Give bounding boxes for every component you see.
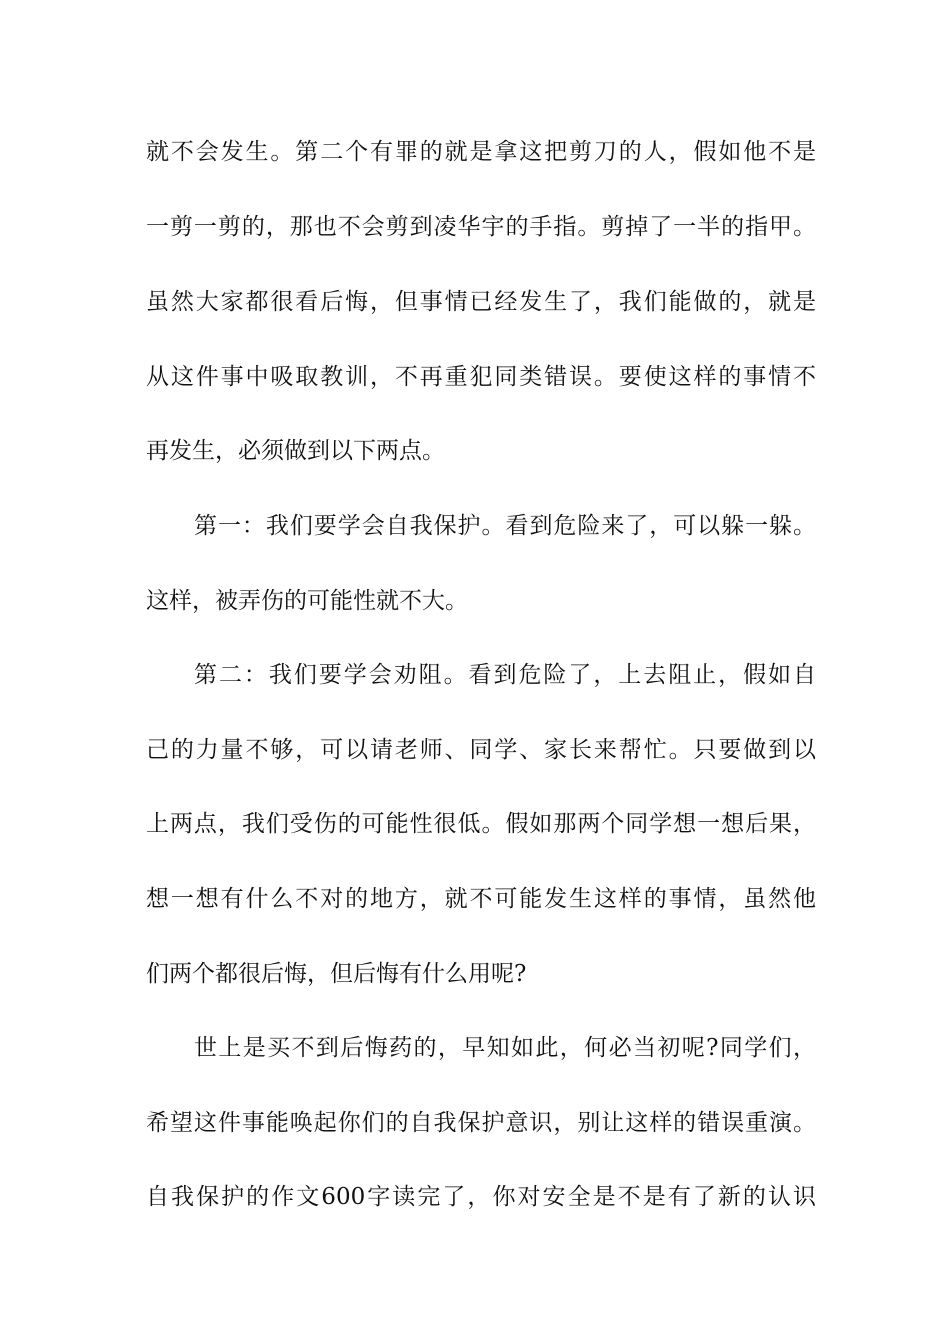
text-line: 想一想有什么不对的地方，就不可能发生这样的事情，虽然他: [146, 886, 816, 912]
text-line: 就不会发生。第二个有罪的就是拿这把剪刀的人，假如他不是: [146, 139, 816, 165]
text-line: 自我保护的作文600字读完了，你对安全是不是有了新的认识: [146, 1184, 816, 1210]
text-line: 虽然大家都很看后悔，但事情已经发生了，我们能做的，就是: [146, 289, 816, 315]
text-line: 上两点，我们受伤的可能性很低。假如那两个同学想一想后果，: [146, 811, 816, 837]
text-line: 从这件事中吸取教训，不再重犯同类错误。要使这样的事情不: [146, 364, 816, 390]
text-line: 这样，被弄伤的可能性就不大。: [146, 588, 468, 614]
paragraph-first-line: 第一：我们要学会自我保护。看到危险来了，可以躲一躲。: [194, 513, 816, 539]
text-line: 希望这件事能唤起你们的自我保护意识，别让这样的错误重演。: [146, 1110, 816, 1136]
paragraph-first-line: 世上是买不到后悔药的，早知如此，何必当初呢?同学们，: [194, 1035, 816, 1061]
text-line: 己的力量不够，可以请老师、同学、家长来帮忙。只要做到以: [146, 737, 816, 763]
text-line: 们两个都很后悔，但后悔有什么用呢?: [146, 961, 527, 987]
text-line: 再发生，必须做到以下两点。: [146, 438, 445, 464]
text-line: 一剪一剪的，那也不会剪到凌华宇的手指。剪掉了一半的指甲。: [146, 214, 816, 240]
paragraph-first-line: 第二：我们要学会劝阻。看到危险了，上去阻止，假如自: [194, 662, 816, 688]
